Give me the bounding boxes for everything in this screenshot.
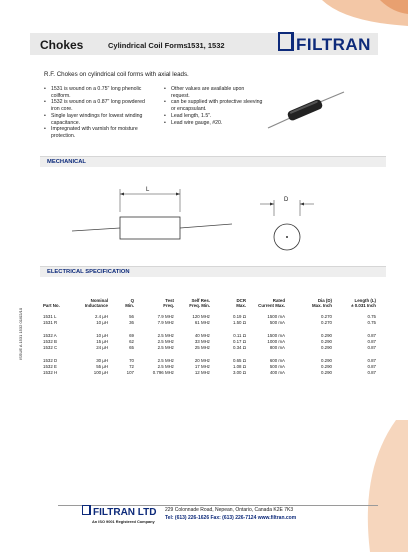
table-header-cell: Dia (D) [317,298,332,303]
table-cell: 7.9 MHz [157,320,174,325]
table-cell: 0.87 [367,370,376,375]
table-cell: 10 µH [96,333,108,338]
footer-logo [82,505,157,518]
table-cell: 3.00 Ω [232,370,246,375]
table-header-cell: DCR [236,298,246,303]
table-cell: 0.34 Ω [232,345,246,350]
table-cell: 0.75 [367,314,376,319]
table-header-cell: Freq. [163,303,174,309]
page-title: Chokes [40,38,84,52]
table-header-cell: Nominal [90,298,108,303]
brand-name: FILTRAN [296,35,371,54]
table-cell: 1532 C [43,345,58,350]
table-cell: 12 MHz [194,370,210,375]
table-header-cell: Length (L) [354,298,376,303]
table-cell: 1000 mA [267,339,285,344]
list-item: • 1532 is wound on a 0.87" long powdered iron core. [44,99,154,112]
table-cell: 0.87 [367,364,376,369]
table-cell: 0.270 [321,320,332,325]
table-cell: 1532 D [43,358,58,363]
table-cell: 62 [129,339,134,344]
table-cell: 65 [129,345,134,350]
table-header-cell: Max. [236,303,246,309]
table-cell: 0.19 Ω [232,314,246,319]
table-cell: 10 µH [96,320,108,325]
table-cell: 70 [129,358,134,363]
table-cell: 1532 B [43,339,57,344]
footer-contact: Tel: (613) 226-1626 Fax: (613) 226-7124 www.filtran.com [165,515,297,521]
list-item: • Other values are available upon request. [164,86,264,99]
table-cell: 400 mA [269,370,285,375]
table-cell: 40 MHz [194,333,210,338]
table-cell: 120 MHz [192,314,210,319]
table-header-cell: Freq. Min. [189,303,210,309]
table-cell: 61 MHz [194,320,210,325]
table-cell: 2.5 MHz [157,339,174,344]
table-header-cell: Part No. [43,303,60,309]
table-header-cell: Max. Inch [311,303,332,309]
length-label: L [146,187,150,193]
table-cell: 0.11 Ω [233,333,246,338]
table-cell: 0.796 MHz [152,370,174,375]
table-cell: 69 [129,333,134,338]
table-cell: 500 mA [269,320,285,325]
table-cell: 2.5 MHz [157,364,174,369]
table-cell: 0.65 Ω [232,358,246,363]
diameter-label: D [284,197,289,203]
intro-text: R.F. Chokes on cylindrical coil forms with axial leads. [44,71,189,78]
table-cell: 55 µH [96,364,108,369]
issue-label: ISSUE A 1531 1532 01/02/10 [18,307,23,360]
table-cell: 107 [126,370,134,375]
table-cell: 0.87 [367,333,376,338]
page-subtitle: Cylindrical Coil Forms [108,41,188,50]
list-item: • can be supplied with protective sleeving or encapsulant. [164,99,264,112]
table-cell: 800 mA [269,345,285,350]
table-cell: 0.290 [321,345,332,350]
table-header-cell: Test [165,298,174,303]
table-cell: 0.290 [321,364,332,369]
table-header-cell: Self Res. [191,298,210,303]
table-cell: 72 [129,364,134,369]
table-cell: 2.4 µH [94,314,108,319]
mechanical-heading: MECHANICAL [47,159,86,165]
table-cell: 0.75 [367,320,376,325]
table-cell: 2.5 MHz [157,358,174,363]
list-item: • 1531 is wound on a 0.75" long phenolic coilform. [44,86,154,99]
logo-mark-icon [82,505,91,515]
table-cell: 1531 L [43,314,57,319]
table-cell: 56 [129,314,134,319]
table-cell: 0.87 [367,358,376,363]
table-cell: 1.08 Ω [232,364,246,369]
table-cell: 100 µH [93,370,108,375]
table-cell: 0.87 [367,345,376,350]
table-cell: 1532 A [43,333,57,338]
table-cell: 0.290 [321,370,332,375]
list-item: • Impregnated with varnish for moisture protection. [44,126,154,139]
table-cell: 7.9 MHz [157,314,174,319]
iso-statement: An ISO 9001 Registered Company [92,519,155,524]
table-cell: 2.5 MHz [157,333,174,338]
table-cell: 600 mA [269,358,285,363]
table-cell: 500 mA [269,364,285,369]
table-header-cell: Q [130,298,134,303]
table-cell: 0.290 [321,339,332,344]
table-cell: 0.270 [321,314,332,319]
table-cell: 15 µH [96,339,108,344]
table-cell: 1500 mA [267,333,285,338]
list-item: • Lead wire gauge, #20. [164,120,264,127]
table-cell: 1500 mA [267,314,285,319]
table-header-cell: Min. [125,303,134,309]
table-cell: 17 MHz [194,364,210,369]
table-header-cell: Current Max. [258,303,285,309]
table-header-cell: Inductance [84,303,108,309]
table-cell: 20 MHz [194,358,210,363]
table-cell: 1532 H [43,370,58,375]
electrical-heading: ELECTRICAL SPECIFICATION [47,269,130,275]
table-cell: 0.17 Ω [232,339,246,344]
table-cell: 33 MHz [194,339,210,344]
table-cell: 30 µH [96,358,108,363]
table-header-cell: Rated [272,298,285,303]
part-numbers: 1531, 1532 [187,41,225,50]
table-cell: 1.50 Ω [232,320,246,325]
footer-address: 229 Colonnade Road, Nepean, Ontario, Canada K2E 7K3 [165,507,294,513]
table-cell: 1531 R [43,320,58,325]
table-cell: 25 MHz [194,345,210,350]
list-item: • Lead length, 1.5". [164,113,264,120]
table-cell: 24 µH [96,345,108,350]
table-cell: 0.290 [321,358,332,363]
table-cell: 2.5 MHz [157,345,174,350]
table-cell: 1532 E [43,364,57,369]
list-item: • Single layer windings for lowest winding capacitance. [44,113,154,126]
table-cell: 0.290 [321,333,332,338]
footer-brand: FILTRAN LTD [93,507,157,518]
table-cell: 0.87 [367,339,376,344]
table-cell: 36 [129,320,134,325]
table-header-cell: ± 0.031 Inch [351,303,376,309]
